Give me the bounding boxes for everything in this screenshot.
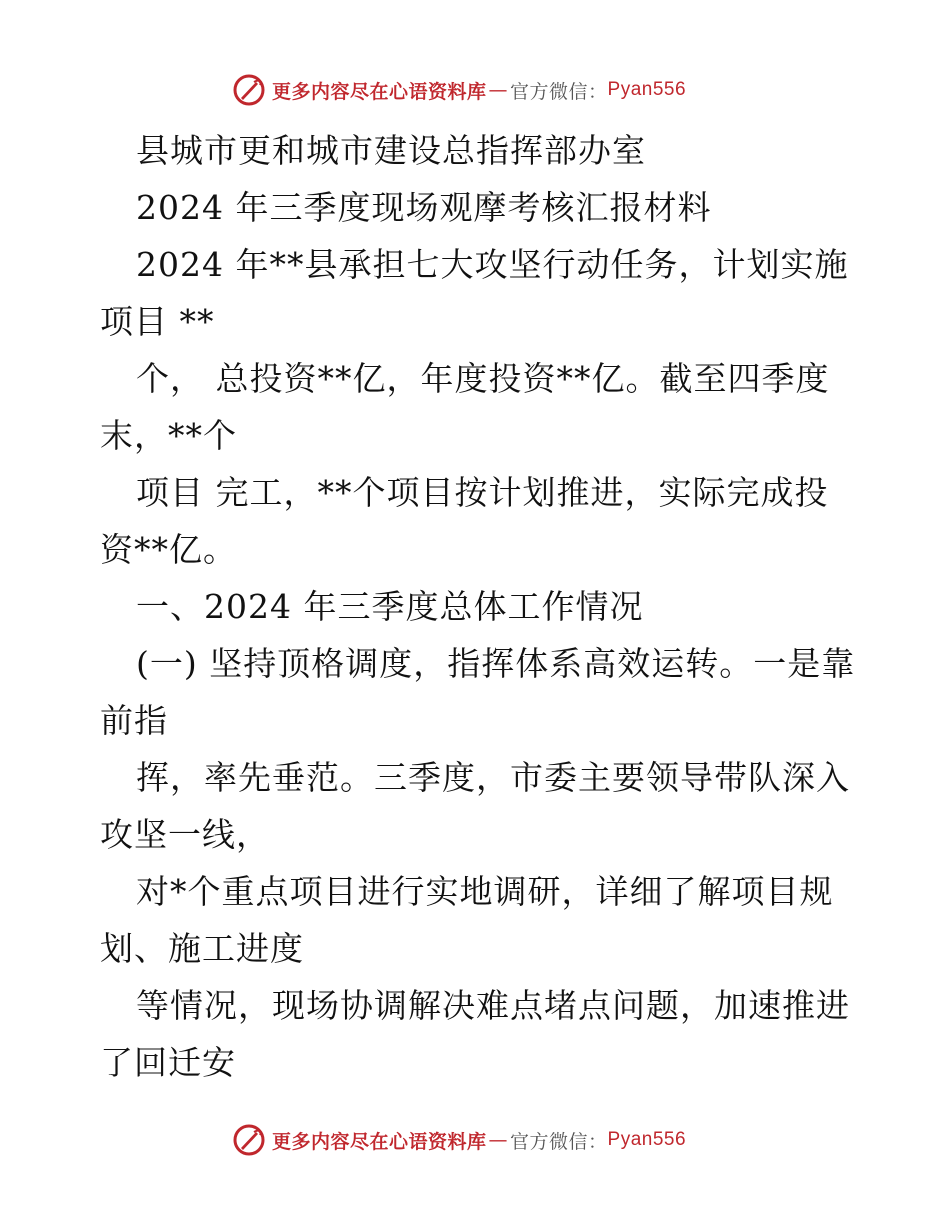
quill-logo-icon [232,1123,266,1157]
watermark-id: Pyan556 [607,79,687,100]
footer-watermark [232,1120,752,1160]
section-heading: 一、2024 年三季度总体工作情况 [136,587,644,626]
watermark-dash: — [488,79,509,101]
doc-line: 2024 年**县承担七大攻坚行动任务，计划实施 [136,245,849,284]
doc-line: (一) 坚持顶格调度，指挥体系高效运转。一是靠 [136,644,856,683]
watermark-brand: 更多内容尽在心语资料库 [272,80,487,103]
doc-line: 末，**个 [100,416,237,455]
doc-line: 前指 [100,701,168,740]
watermark-label: 官方微信： [510,1130,608,1153]
header-watermark [232,70,752,110]
doc-line: 攻坚一线， [100,815,270,854]
document-body [100,122,860,1091]
watermark-label: 官方微信： [510,80,608,103]
watermark-id: Pyan556 [607,1129,687,1150]
doc-line: 挥，率先垂范。三季度，市委主要领导带队深入 [136,758,850,797]
doc-line: 个， 总投资**亿，年度投资**亿。截至四季度 [136,359,830,398]
doc-line: 县城市更和城市建设总指挥部办室 [136,131,646,170]
doc-line: 了回迁安 [100,1043,236,1082]
quill-logo-icon [232,73,266,107]
watermark-dash: — [488,1129,509,1151]
doc-line: 等情况，现场协调解决难点堵点问题，加速推进 [136,986,850,1025]
doc-line: 资**亿。 [100,530,237,569]
doc-line: 对*个重点项目进行实地调研，详细了解项目规 [136,872,834,911]
doc-line: 2024 年三季度现场观摩考核汇报材料 [136,188,712,227]
doc-line: 项目 ** [100,302,215,341]
doc-line: 划、施工进度 [100,929,304,968]
doc-line: 项目 完工，**个项目按计划推进，实际完成投 [136,473,829,512]
watermark-brand: 更多内容尽在心语资料库 [272,1130,487,1153]
